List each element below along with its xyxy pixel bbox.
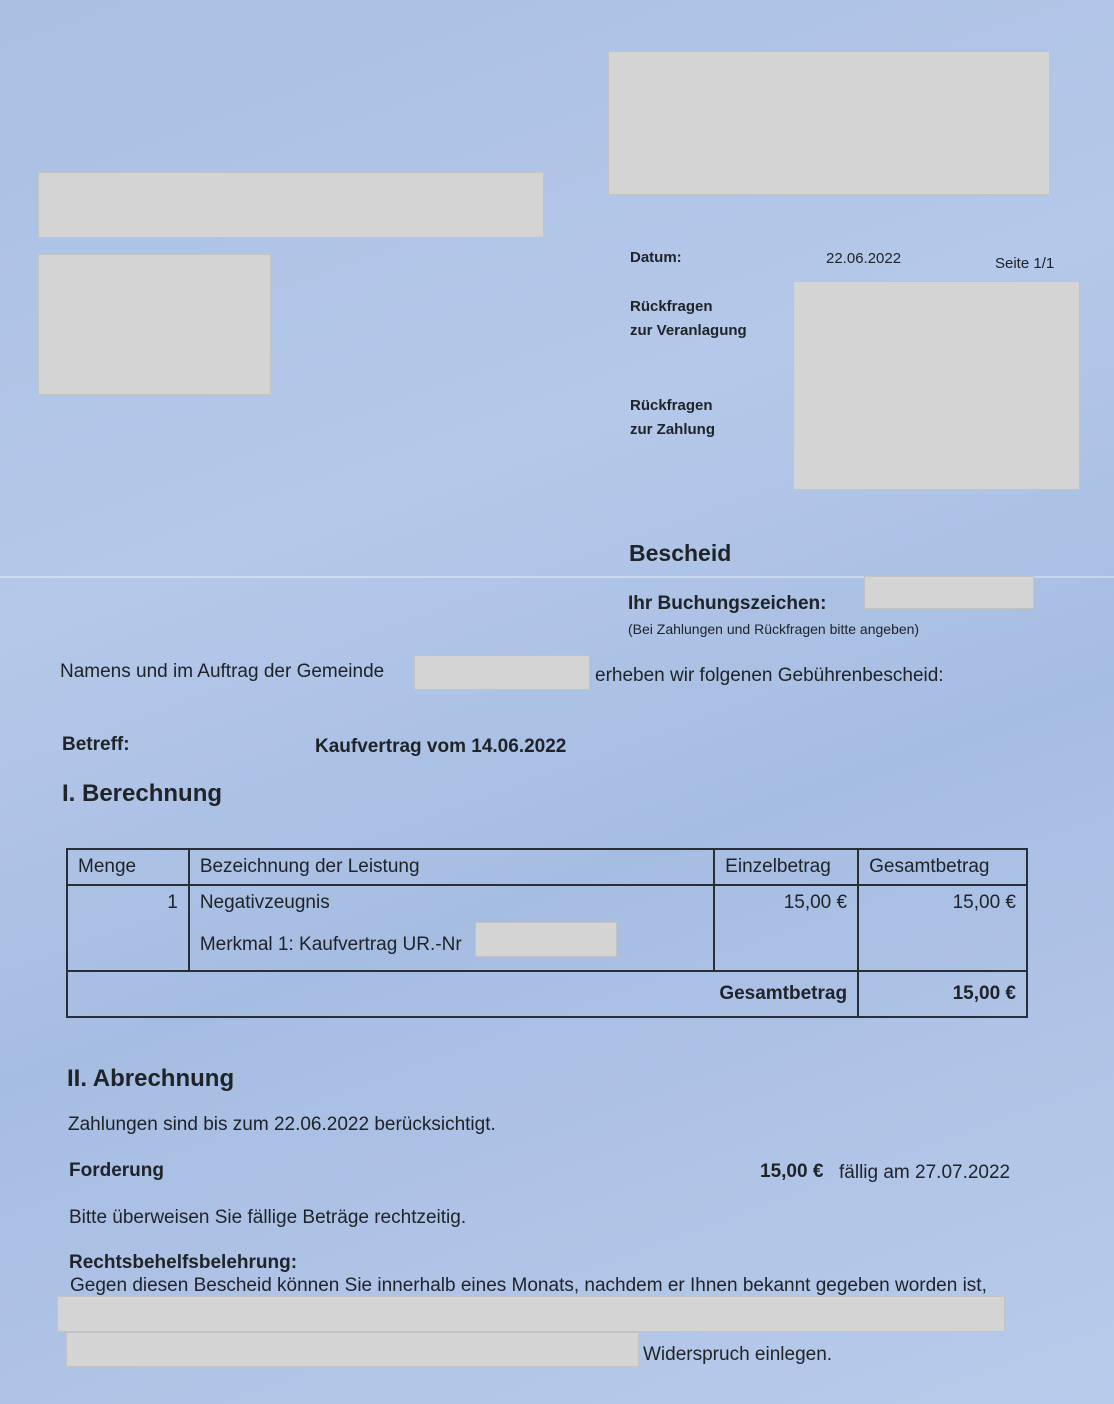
betreff-value: Kaufvertrag vom 14.06.2022 <box>315 736 567 757</box>
leistung-name: Negativzeugnis <box>199 892 330 913</box>
cell-bezeichnung <box>189 885 714 971</box>
column-header-bezeichnung: Bezeichnung der Leistung <box>189 849 714 885</box>
redacted-rechtsbehelf-authority <box>66 1332 639 1367</box>
leistung-merkmal: Merkmal 1: Kaufvertrag UR.-Nr <box>199 934 462 955</box>
forderung-label: Forderung <box>69 1160 164 1181</box>
rueckfragen-veranlagung-label: Rückfragen zur Veranlagung <box>630 298 747 339</box>
intro-text-start: Namens und im Auftrag der Gemeinde <box>60 661 385 682</box>
buchungszeichen-label: Ihr Buchungszeichen: <box>628 593 827 614</box>
rueckfragen-zahlung-label: Rückfragen zur Zahlung <box>630 397 715 438</box>
redacted-buchungszeichen <box>864 576 1034 609</box>
total-value: 15,00 € <box>858 971 1027 1017</box>
forderung-due-date: fällig am 27.07.2022 <box>839 1162 1011 1183</box>
document-title: Bescheid <box>629 540 732 566</box>
column-header-einzelbetrag: Einzelbetrag <box>714 849 858 885</box>
redacted-recipient-address <box>38 254 271 395</box>
abrechnung-heading: II. Abrechnung <box>67 1065 235 1092</box>
datum-label: Datum: <box>630 249 682 266</box>
rechtsbehelf-line-end: Widerspruch einlegen. <box>643 1344 833 1365</box>
redacted-sender-block <box>608 51 1050 195</box>
page-number: Seite 1/1 <box>995 255 1055 272</box>
intro-text-end: erheben wir folgenen Gebührenbescheid: <box>595 665 944 686</box>
berechnung-table <box>66 848 1028 1018</box>
column-header-menge: Menge <box>67 849 189 885</box>
buchungszeichen-note: (Bei Zahlungen und Rückfragen bitte angeben) <box>628 621 920 637</box>
cell-menge: 1 <box>67 885 189 971</box>
datum-value: 22.06.2022 <box>826 250 902 267</box>
rechtsbehelf-line-1: Gegen diesen Bescheid können Sie innerhalb eines Monats, nachdem er Ihnen bekannt gegeben worden ist, <box>70 1275 987 1296</box>
table-row <box>67 885 1027 971</box>
table-header-row <box>67 849 1027 885</box>
redacted-gemeinde-name <box>414 655 590 690</box>
payment-reminder: Bitte überweisen Sie fällige Beträge rechtzeitig. <box>69 1207 467 1228</box>
cell-einzelbetrag: 15,00 € <box>714 885 858 971</box>
redacted-contact-details <box>793 281 1080 490</box>
table-total-row <box>67 971 1027 1017</box>
redacted-return-address <box>38 172 544 238</box>
zahlungen-text: Zahlungen sind bis zum 22.06.2022 berücksichtigt. <box>68 1114 496 1135</box>
column-header-gesamtbetrag: Gesamtbetrag <box>858 849 1027 885</box>
rechtsbehelf-heading: Rechtsbehelfsbelehrung: <box>69 1252 298 1273</box>
cell-gesamtbetrag: 15,00 € <box>858 885 1027 971</box>
betreff-label: Betreff: <box>62 734 130 755</box>
berechnung-heading: I. Berechnung <box>62 780 223 807</box>
forderung-amount: 15,00 € <box>760 1161 824 1182</box>
total-label: Gesamtbetrag <box>67 971 858 1017</box>
redacted-rechtsbehelf-line <box>57 1296 1005 1332</box>
